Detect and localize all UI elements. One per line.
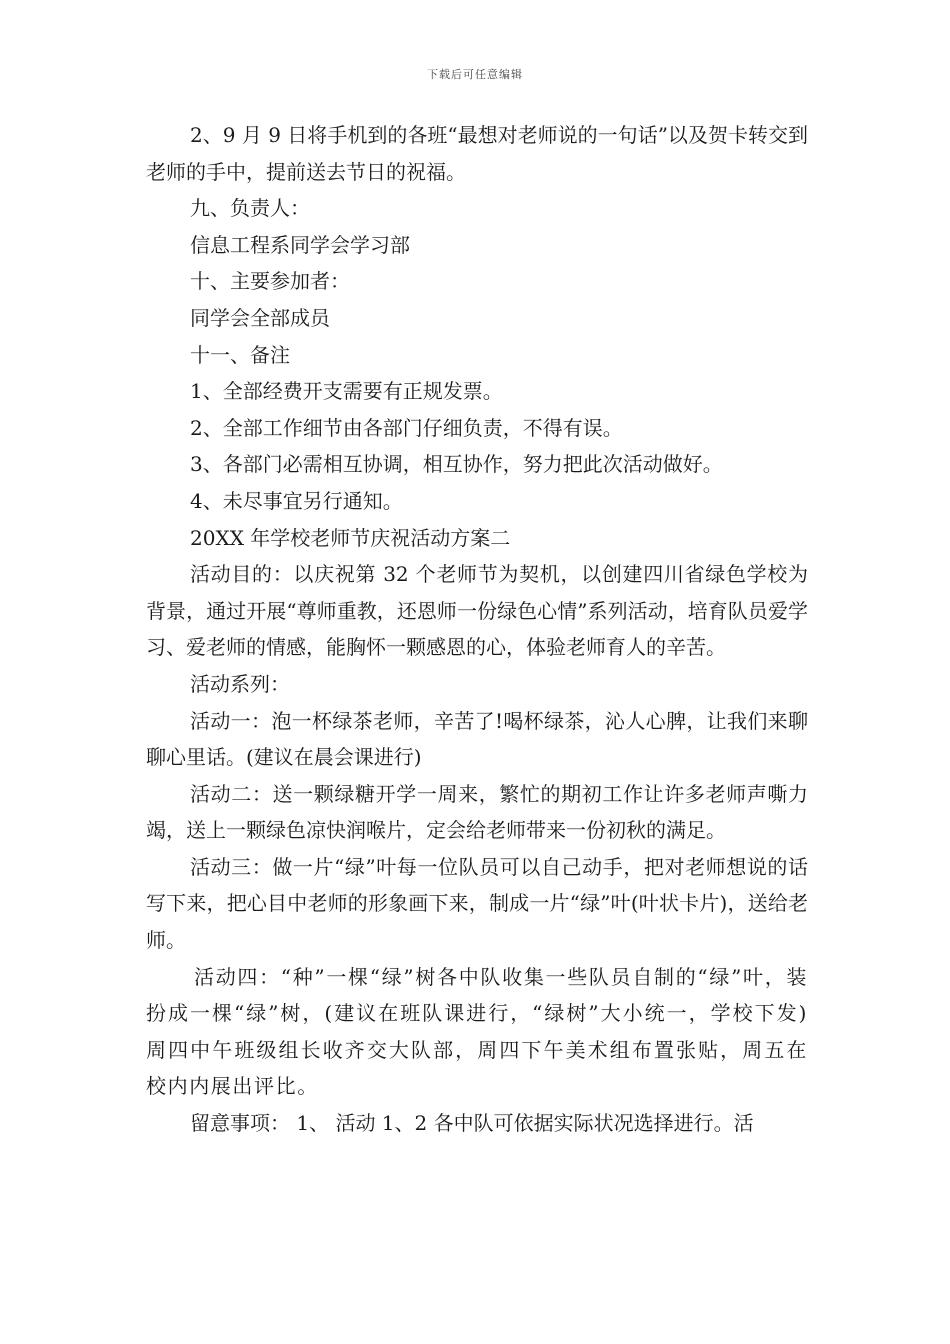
section-title-plan-two: 20XX 年学校老师节庆祝活动方案二: [190, 525, 511, 550]
remark-item-3: 3、各部门必需相互协调，相互协作，努力把此次活动做好。: [190, 452, 723, 477]
paragraph-notes: 留意事项： 1、 活动 1、2 各中队可依据实际状况选择进行。活: [190, 1111, 754, 1136]
remark-item-1: 1、全部经费开支需要有正规发票。: [190, 379, 503, 404]
paragraph-activity-two: 活动二：送一颗绿糖开学一周来，繁忙的期初工作让许多老师声嘶力竭，送上一颗绿色凉快润喉片，定会给老师带来一份初秋的满足。: [146, 781, 808, 843]
heading-remarks: 十一、备注: [190, 342, 290, 367]
paragraph-activity-one: 活动一：泡一杯绿茶老师，辛苦了!喝杯绿茶，沁人心脾，让我们来聊聊心里话。(建议在晨会课进行): [146, 708, 808, 770]
paragraph-participants: 同学会全部成员: [190, 305, 330, 330]
remark-item-2: 2、全部工作细节由各部门仔细负责，不得有误。: [190, 415, 623, 440]
paragraph-greeting-cards: 2、9 月 9 日将手机到的各班“最想对老师说的一句话”以及贺卡转交到老师的手中，提前送去节日的祝福。: [146, 123, 808, 184]
heading-participants: 十、主要参加者：: [190, 269, 350, 294]
heading-responsible: 九、负责人：: [190, 196, 310, 221]
heading-activity-series: 活动系列：: [190, 671, 290, 696]
page-header: 下载后可任意编辑: [427, 68, 523, 81]
paragraph-activity-purpose: 活动目的：以庆祝第 32 个老师节为契机，以创建四川省绿色学校为背景，通过开展“尊师重教，还恩师一份绿色心情”系列活动，培育队员爱学习、爱老师的情感，能胸怀一颗感恩的心，体验老师育人的辛苦。: [146, 562, 808, 660]
paragraph-responsible-dept: 信息工程系同学会学习部: [190, 232, 410, 257]
remark-item-4: 4、未尽事宜另行通知。: [190, 488, 403, 513]
document-body: [146, 117, 808, 1142]
paragraph-activity-three: 活动三：做一片“绿”叶每一位队员可以自己动手，把对老师想说的话写下来，把心目中老师的形象画下来，制成一片“绿”叶(叶状卡片)，送给老师。: [146, 854, 808, 953]
paragraph-activity-four: 活动四：“种”一棵“绿”树各中队收集一些队员自制的“绿”叶，装扮成一棵“绿”树，(建议在班队课进行，“绿树”大小统一，学校下发)周四中午班级组长收齐交大队部，周四下午美术组布置张贴，周五在校内内展出评比。: [146, 964, 808, 1099]
